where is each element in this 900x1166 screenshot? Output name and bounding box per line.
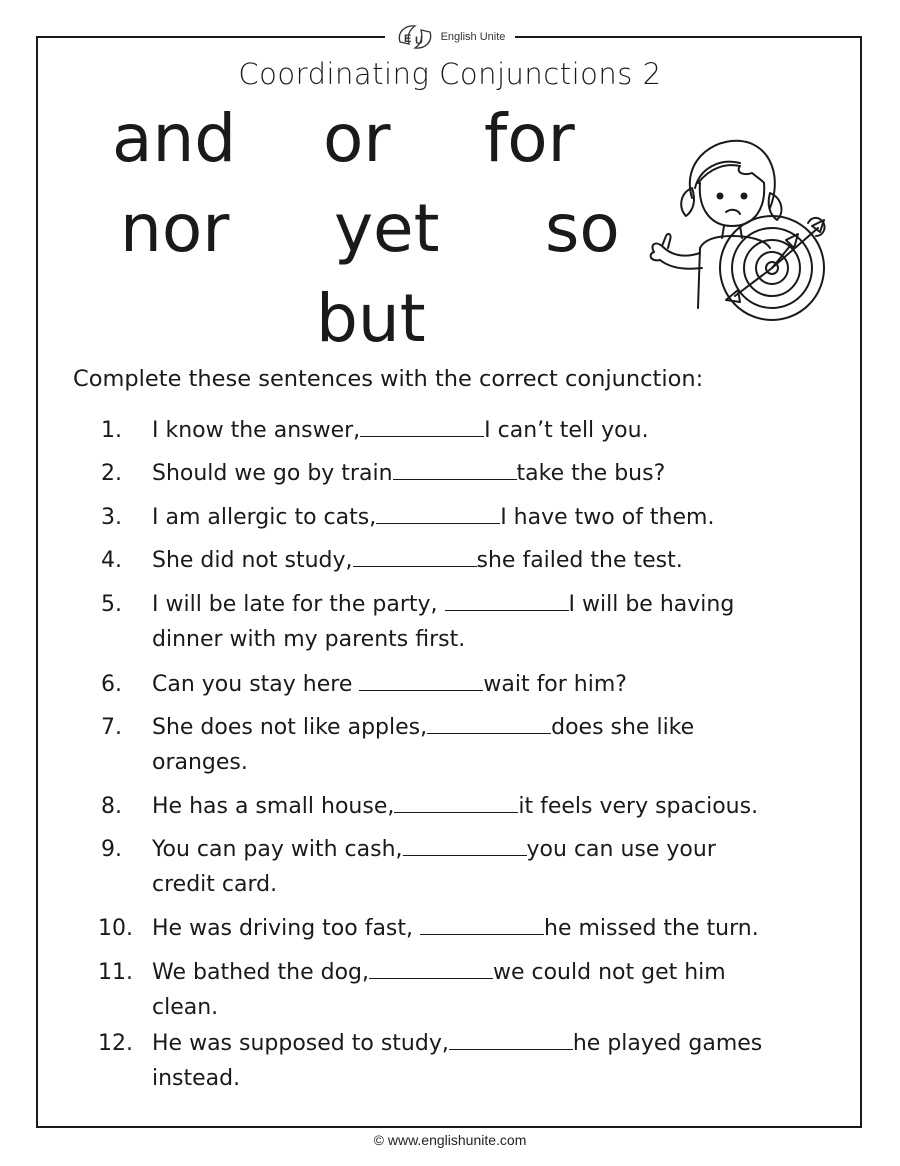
question-number: 12. (98, 1031, 133, 1056)
answer-blank[interactable] (445, 588, 569, 611)
question-number: 3. (101, 505, 122, 530)
question-text (152, 832, 716, 902)
question-text-after-blank: he missed the turn. (544, 916, 759, 941)
question-text-continuation: instead. (152, 1066, 241, 1091)
answer-blank[interactable] (369, 956, 493, 979)
question-text-after-blank: I can’t tell you. (484, 418, 649, 443)
question-text-after-blank: I will be having (568, 592, 735, 617)
question-number: 10. (98, 916, 133, 941)
question-text-continuation: dinner with my parents first. (152, 627, 466, 652)
english-unite-logo-icon (395, 22, 435, 52)
question-text (152, 911, 759, 946)
question-text-continuation: credit card. (152, 872, 278, 897)
question-text-before-blank: He has a small house, (152, 794, 395, 819)
question-text-before-blank: He was supposed to study, (152, 1031, 449, 1056)
answer-blank[interactable] (420, 912, 544, 935)
answer-blank[interactable] (393, 457, 517, 480)
question-text-after-blank: does she like (551, 715, 695, 740)
brand-inner (385, 22, 516, 52)
question-text-before-blank: We bathed the dog, (152, 960, 369, 985)
question-text (152, 789, 758, 824)
question-text-before-blank: I am allergic to cats, (152, 505, 377, 530)
brand-name: English Unite (440, 31, 506, 43)
question-text-before-blank: Can you stay here (152, 672, 360, 697)
question-text-after-blank: wait for him? (483, 672, 627, 697)
conjunction-word: or (323, 100, 391, 177)
copyright-footer: © www.englishunite.com (373, 1132, 527, 1148)
question-text-before-blank: I know the answer, (152, 418, 361, 443)
question-number: 1. (101, 418, 122, 443)
conjunction-word: yet (334, 190, 440, 267)
question-text-before-blank: You can pay with cash, (152, 837, 403, 862)
question-text (152, 587, 734, 657)
question-text (152, 1026, 762, 1096)
question-text (152, 413, 649, 448)
page-title: Coordinating Conjunctions 2 (238, 57, 662, 91)
question-text-after-blank: we could not get him (492, 960, 726, 985)
question-text-before-blank: She does not like apples, (152, 715, 428, 740)
answer-blank[interactable] (360, 414, 484, 437)
girl-with-dartboard-illustration (640, 128, 840, 328)
conjunction-word: but (316, 280, 426, 357)
question-text-continuation: oranges. (152, 750, 248, 775)
conjunction-word: nor (120, 190, 230, 267)
question-text-continuation: clean. (152, 995, 219, 1020)
question-text-before-blank: He was driving too fast, (152, 916, 420, 941)
question-text (152, 456, 665, 491)
question-text-after-blank: she failed the test. (476, 548, 683, 573)
question-text-after-blank: it feels very spacious. (518, 794, 759, 819)
answer-blank[interactable] (449, 1027, 573, 1050)
question-text-after-blank: you can use your (526, 837, 716, 862)
question-text (152, 710, 694, 780)
question-text-before-blank: She did not study, (152, 548, 353, 573)
answer-blank[interactable] (376, 501, 500, 524)
question-text (152, 667, 627, 702)
logo-lettering-2: U (414, 35, 423, 47)
question-text-after-blank: I have two of them. (500, 505, 715, 530)
answer-blank[interactable] (394, 790, 518, 813)
question-number: 7. (101, 715, 122, 740)
answer-blank[interactable] (427, 711, 551, 734)
question-number: 9. (101, 837, 122, 862)
question-number: 6. (101, 672, 122, 697)
question-text-before-blank: Should we go by train (152, 461, 393, 486)
brand-header (0, 22, 900, 52)
question-number: 8. (101, 794, 122, 819)
question-number: 11. (98, 960, 133, 985)
conjunction-word: so (545, 190, 620, 267)
answer-blank[interactable] (403, 833, 527, 856)
conjunction-word: for (484, 100, 575, 177)
question-number: 5. (101, 592, 122, 617)
question-text (152, 955, 726, 1025)
answer-blank[interactable] (353, 544, 477, 567)
question-text-before-blank: I will be late for the party, (152, 592, 445, 617)
instructions-text: Complete these sentences with the correct conjunction: (73, 366, 704, 392)
answer-blank[interactable] (359, 668, 483, 691)
question-text-after-blank: he played games (572, 1031, 763, 1056)
question-number: 4. (101, 548, 122, 573)
question-text (152, 500, 714, 535)
question-number: 2. (101, 461, 122, 486)
question-text-after-blank: take the bus? (516, 461, 666, 486)
conjunction-word: and (112, 100, 237, 177)
question-text (152, 543, 683, 578)
logo-lettering: E (403, 33, 411, 45)
